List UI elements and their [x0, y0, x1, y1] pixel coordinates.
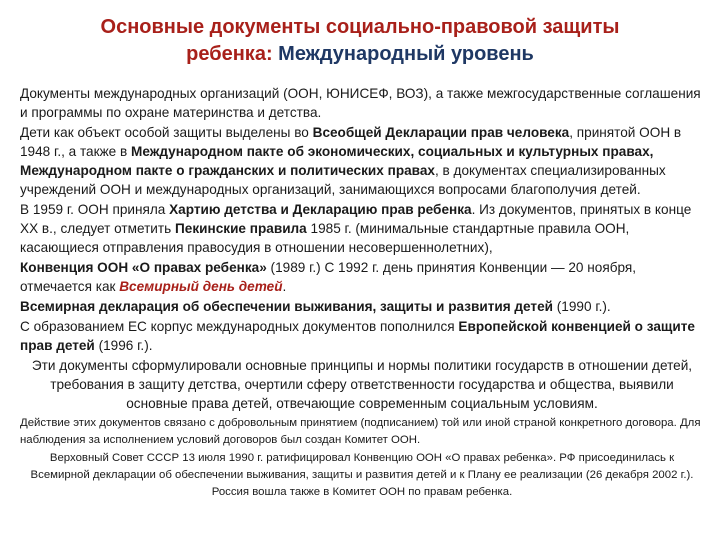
title-line-2: ребенка: Международный уровень — [186, 43, 534, 65]
slide-body — [20, 84, 704, 502]
slide-title — [0, 14, 720, 68]
paragraph-world-declaration: Всемирная декларация об обеспечении выживания, защиты и развития детей (1990 г.). — [20, 299, 611, 314]
paragraph-convention: Конвенция ООН «О правах ребенка» (1989 г.) С 1992 г. день принятия Конвенции — 20 ноября, отмечается как Всемирный день детей. — [20, 260, 637, 294]
title-line-1: Основные документы социально-правовой защиты — [100, 16, 620, 38]
paragraph-1959-charter: В 1959 г. ООН приняла Хартию детства и Декларацию прав ребенка. Из документов, принятых в конце XX в., следует отметить Пекинские правила 1985 г. (минимальные стандартные правила ООН, касающиеся отправления правосудия в отношении несовершеннолетних), — [20, 202, 692, 255]
paragraph-ussr-ratification: Верховный Совет СССР 13 июля 1990 г. ратифицировал Конвенцию ООН «О правах ребенка». РФ присоединилась к Всемирной декларации об обеспечении выживания, защиты и развития детей и к Плану ее реализации (26 декабря 2002 г.). Россия вошла также в Комитет ООН по правам ребенка. — [30, 452, 694, 498]
paragraph-eu-convention: С образованием ЕС корпус международных документов пополнился Европейской конвенцией о защите прав детей (1996 г.). — [20, 319, 695, 353]
paragraph-declaration: Дети как объект особой защиты выделены во Всеобщей Декларации прав человека, принятой ООН в 1948 г., а также в Международном пакте об экономических, социальных и культурных правах, Международном пакте о гражданских и политических правах, в документах специализированных учреждений ООН и международных организаций, занимающихся вопросами благополучия детей. — [20, 125, 682, 197]
paragraph-intl-docs: Документы международных организаций (ООН, ЮНИСЕФ, ВОЗ), а также межгосударственные соглашения и программы по охране материнства и детства. — [20, 86, 701, 120]
paragraph-principles: Эти документы сформулировали основные принципы и нормы политики государств в отношении детей, требования в защиту детства, очертили сферу ответственности государства и общества, выявили основные права детей, отвечающие современным социальным условиям. — [31, 358, 693, 411]
paragraph-voluntary: Действие этих документов связано с добровольным принятием (подписанием) той или иной страной конкретного договора. Для наблюдения за исполнением условий договоров был создан Комитет ООН. — [20, 417, 701, 446]
